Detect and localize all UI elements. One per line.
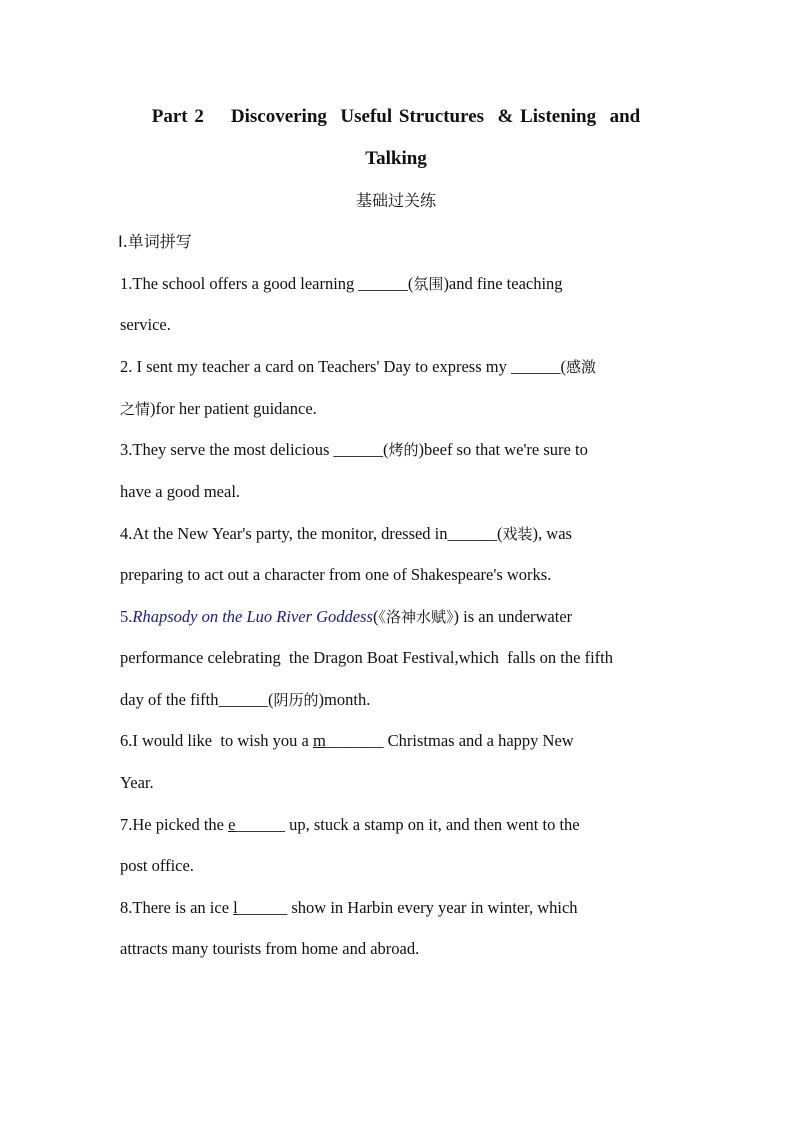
item-5-line-3: day of the fifth______(阴历的)month. <box>120 690 371 709</box>
item-number: 5. <box>120 607 133 626</box>
item-5-line-2: performance celebrating the Dragon Boat Festival,which falls on the fifth <box>120 648 614 667</box>
item-2-line-2: 之情)for her patient guidance. <box>120 399 317 418</box>
section-heading: Ⅰ.单词拼写 <box>118 232 192 251</box>
item-3-line-1: 3.They serve the most delicious ______(烤的)beef so that we're sure to <box>120 440 588 459</box>
item-8-line-2: attracts many tourists from home and abroad. <box>120 939 420 958</box>
item-number: 1. <box>120 274 133 293</box>
item-7-line-2: post office. <box>120 856 194 875</box>
item-1-line-2: service. <box>120 315 171 334</box>
item-2-line-1: 2. I sent my teacher a card on Teachers' Day to express my ______(感激 <box>120 357 596 376</box>
blank-initial: l <box>233 898 238 917</box>
item-5-line-1: 5.Rhapsody on the Luo River Goddess(《洛神水赋》) is an underwater <box>120 607 573 626</box>
blank-initial: e <box>228 815 236 834</box>
item-8-line-1: 8.There is an ice l______ show in Harbin every year in winter, which <box>120 898 578 917</box>
work-title: Rhapsody on the Luo River Goddess <box>132 607 373 626</box>
item-number: 3. <box>120 440 133 459</box>
item-3-line-2: have a good meal. <box>120 482 241 501</box>
item-number: 7. <box>120 815 133 834</box>
item-6-line-1: 6.I would like to wish you a m_______ Christmas and a happy New <box>120 731 574 750</box>
item-number: 4. <box>120 524 133 543</box>
item-6-line-2: Year. <box>120 773 154 792</box>
item-number: 8. <box>120 898 133 917</box>
page-subtitle: 基础过关练 <box>355 191 436 210</box>
item-number: 2. <box>120 357 133 376</box>
item-number: 6. <box>120 731 133 750</box>
item-4-line-2: preparing to act out a character from one of Shakespeare's works. <box>120 565 552 584</box>
item-7-line-1: 7.He picked the e______ up, stuck a stamp on it, and then went to the <box>120 815 580 834</box>
page-title-line1: Part 2 Discovering Useful Structures & Listening and <box>151 106 641 127</box>
item-1-line-1: 1.The school offers a good learning ______(氛围)and fine teaching <box>120 274 563 293</box>
blank-initial: m <box>312 731 326 750</box>
item-4-line-1: 4.At the New Year's party, the monitor, dressed in______(戏装), was <box>120 524 572 543</box>
page-title-line2: Talking <box>365 148 427 169</box>
